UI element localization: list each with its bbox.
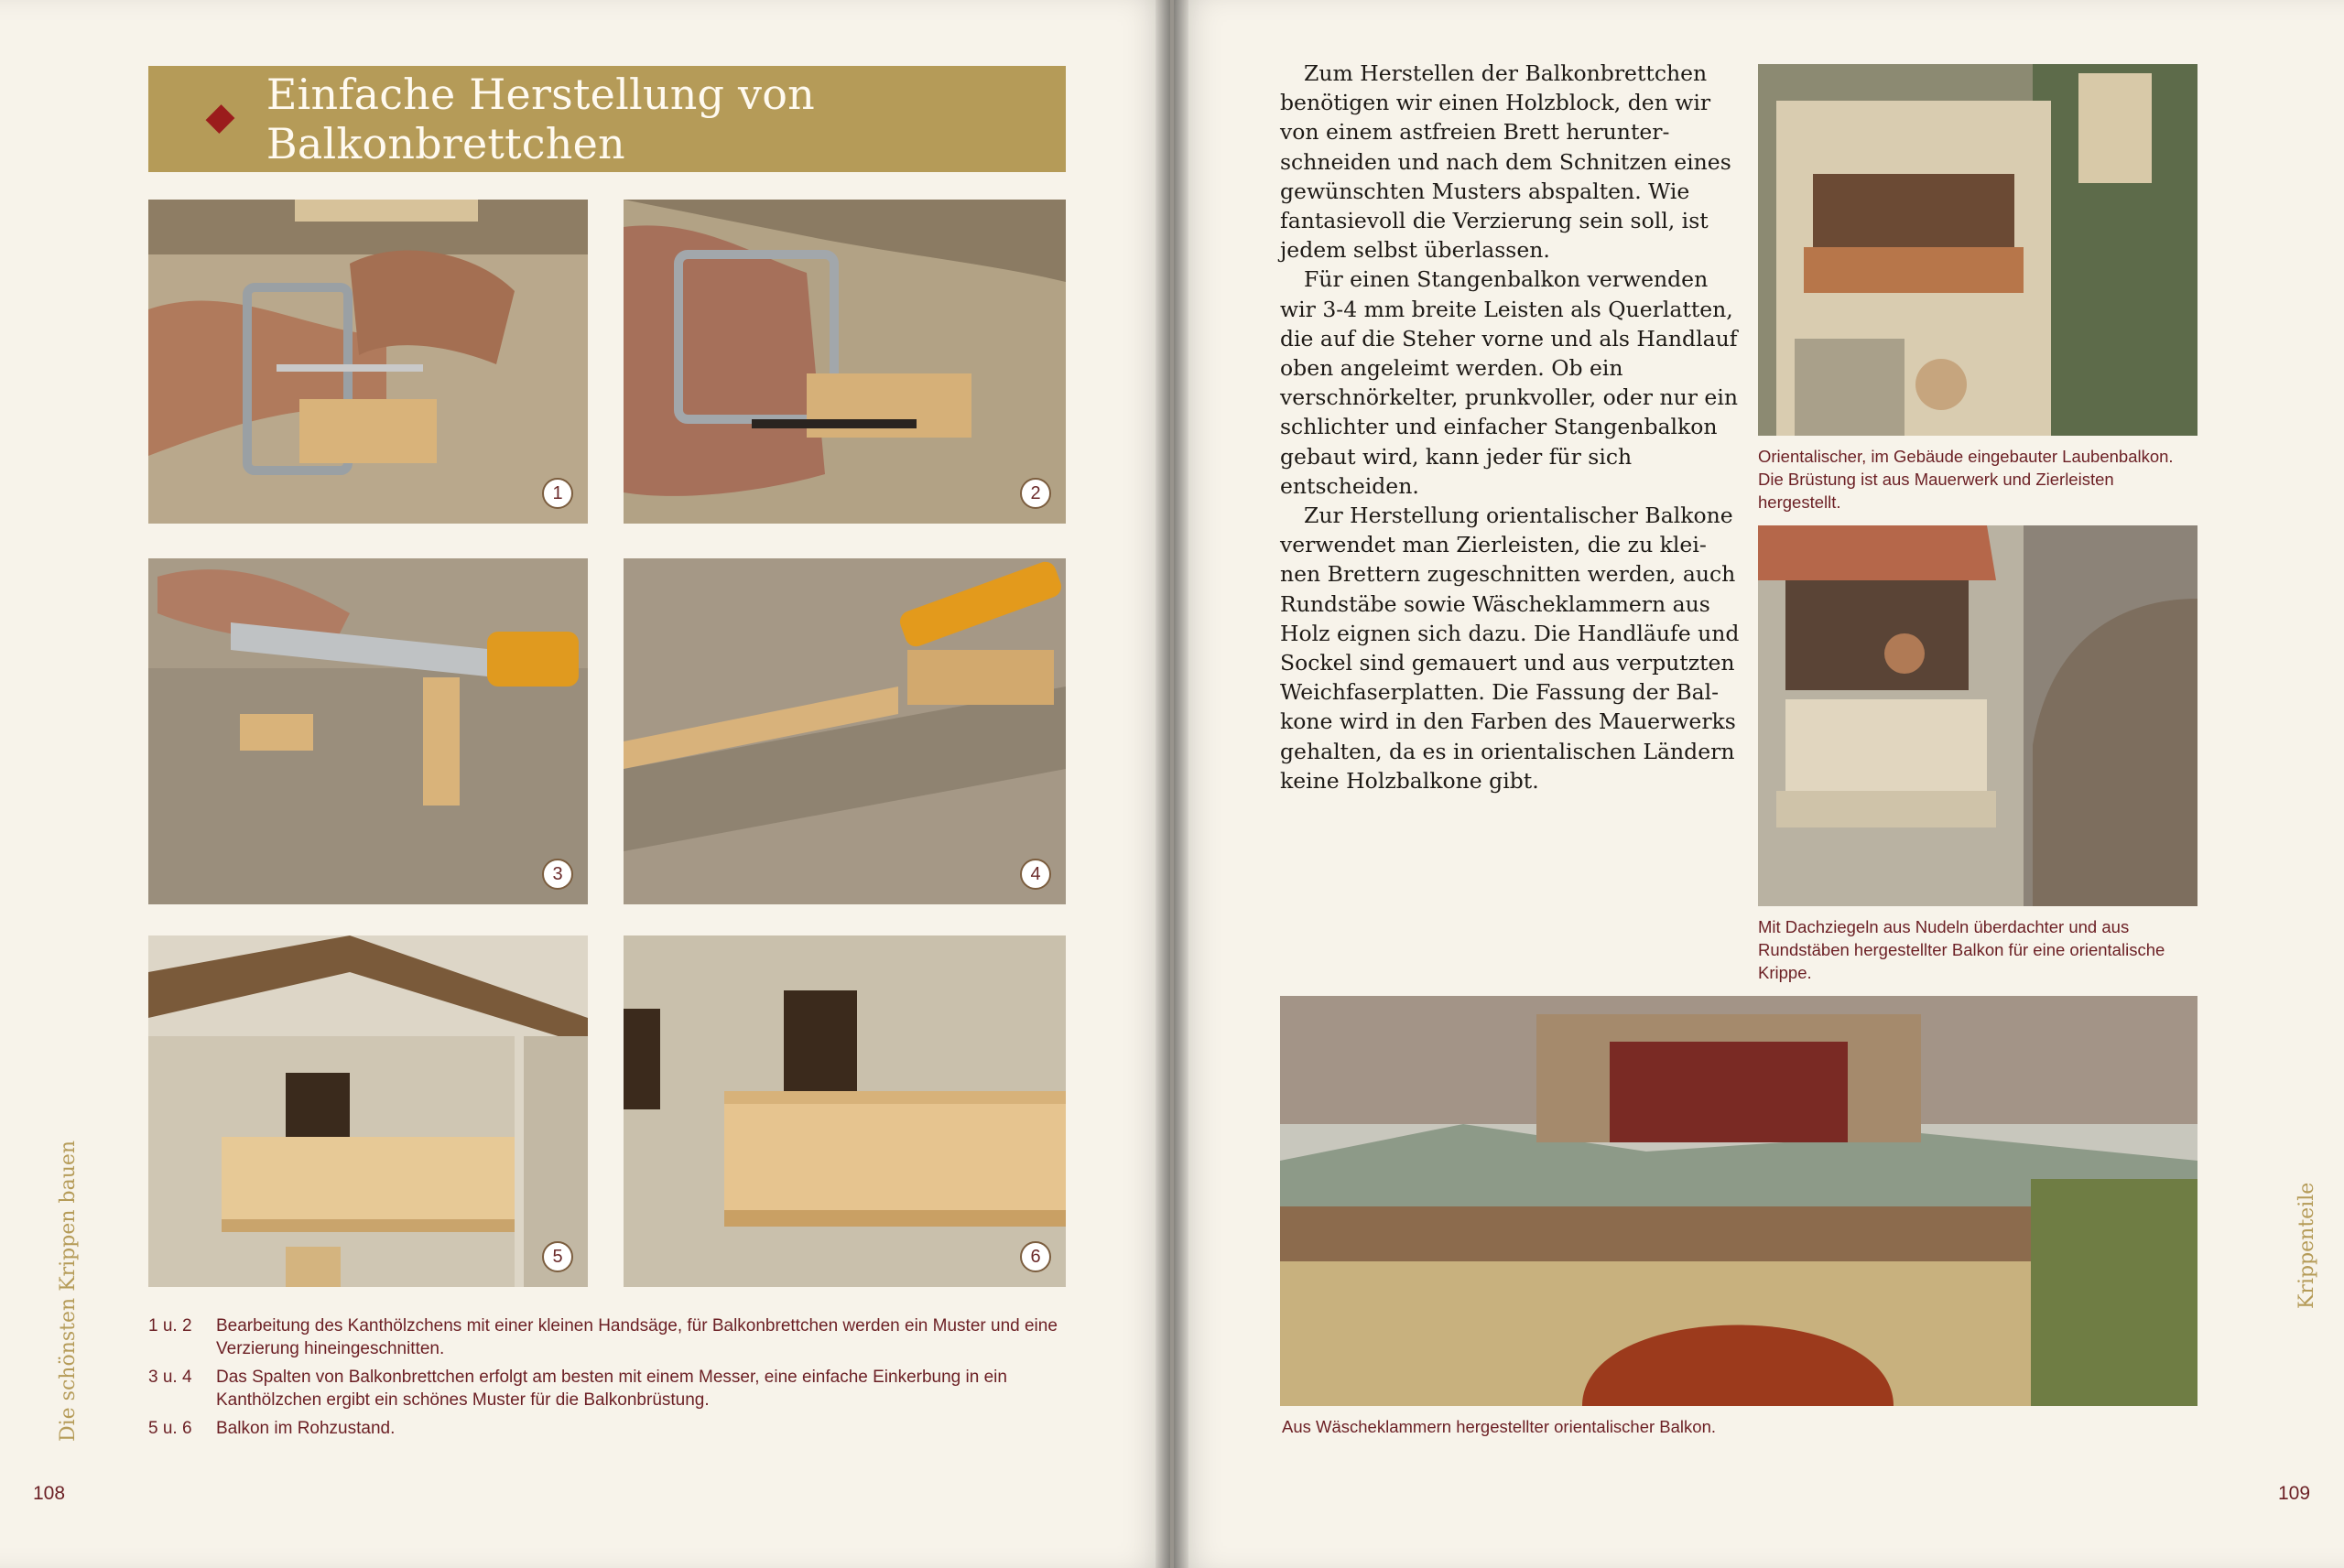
photo-number-badge: 3 — [542, 859, 573, 890]
running-title-right: Krippenteile — [2295, 1182, 2318, 1309]
photo-number-badge: 2 — [1020, 478, 1051, 509]
caption-item — [148, 1417, 1073, 1440]
photo-number-badge: 5 — [542, 1241, 573, 1272]
book-gutter — [1156, 0, 1188, 1568]
page-number-right: 109 — [2278, 1483, 2311, 1504]
caption-number: 3 u. 4 — [148, 1368, 192, 1387]
body-text — [1280, 59, 1740, 795]
body-paragraph: Für einen Stangenbalkon verwenden wir 3-4 mm breite Leisten als Querlatten, die auf die Steher vorne und als Handlauf oben angeleimt werden. Ob ein verschnörkelter, prunkvoller, oder nur ein schlichter und einfacher Stangenbalkon gebaut wird, kann jeder für sich entscheiden. — [1280, 266, 1738, 499]
chapter-title: Einfache Herstellung von Balkonbrettchen — [266, 70, 815, 168]
photo-number-badge: 6 — [1020, 1241, 1051, 1272]
photo-number-badge: 1 — [542, 478, 573, 509]
photo-oriental-roofed-balcony — [1758, 525, 2198, 906]
photo-2-sawing — [624, 200, 1066, 524]
caption-number: 1 u. 2 — [148, 1316, 192, 1336]
body-paragraph: Zur Herstellung orientalischer Balkone verwendet man Zierleisten, die zu kleinen Brettern zugeschnitten werden, auch Rundstäbe sowie Wäscheklammern aus Holz eignen sich dazu. Die Handläufe und Sockel sind gemauert und aus verputzten Weichfaserplatten. Die Fassung der Balkone wird in den Farben des Mauerwerks gehalten, da es in orientalischen Ländern keine Holzbalkone gibt. — [1280, 503, 1740, 794]
caption-text: Balkon im Rohzustand. — [216, 1419, 396, 1438]
chapter-title-bar — [148, 66, 1066, 172]
photo-oriental-clothespin-balcony — [1280, 996, 2198, 1406]
caption-number: 5 u. 6 — [148, 1419, 192, 1438]
caption-item — [148, 1366, 1073, 1411]
caption-text: Das Spalten von Balkonbrettchen erfolgt am besten mit einem Messer, eine einfache Einkerbung in ein Kanthölzchen ergibt ein schönes Muster für die Balkonbrüstung. — [216, 1368, 1007, 1410]
photo-caption: Aus Wäscheklammern hergestellter orientalischer Balkon. — [1282, 1417, 1717, 1436]
photo-caption: Orientalischer, im Gebäude eingebauter Laubenbalkon. Die Brüstung ist aus Mauerwerk und Zierleisten hergestellt. — [1758, 447, 2174, 512]
caption-item — [148, 1314, 1073, 1360]
photo-4-boards — [624, 558, 1066, 904]
caption-text: Bearbeitung des Kanthölzchens mit einer kleinen Handsäge, für Balkonbrettchen werden ein Muster und eine Verzierung hineingeschnitten. — [216, 1316, 1058, 1358]
photo-3-knife — [148, 558, 588, 904]
diamond-bullet-icon — [206, 104, 235, 134]
photo-number-badge: 4 — [1020, 859, 1051, 890]
photo-oriental-loggia — [1758, 64, 2198, 436]
photo-caption-list — [148, 1314, 1073, 1445]
running-title-left: Die schönsten Krippen bauen — [57, 1140, 80, 1442]
page-number-left: 108 — [33, 1483, 66, 1504]
body-paragraph: Zum Herstellen der Balkonbrettchen benötigen wir einen Holzblock, den wir von einem astfreien Brett herunterschneiden und nach dem Schnitzen eines gewünschten Musters abspalten. Wie fantasievoll die Verzierung sein soll, ist jedem selbst überlassen. — [1280, 60, 1731, 264]
photo-1-sawing — [148, 200, 588, 524]
photo-caption: Mit Dachziegeln aus Nudeln überdachter und aus Rundstäben hergestellter Balkon für eine orientalische Krippe. — [1758, 917, 2165, 982]
photo-5-raw-balcony — [148, 935, 588, 1287]
photo-6-balcony-closeup — [624, 935, 1066, 1287]
